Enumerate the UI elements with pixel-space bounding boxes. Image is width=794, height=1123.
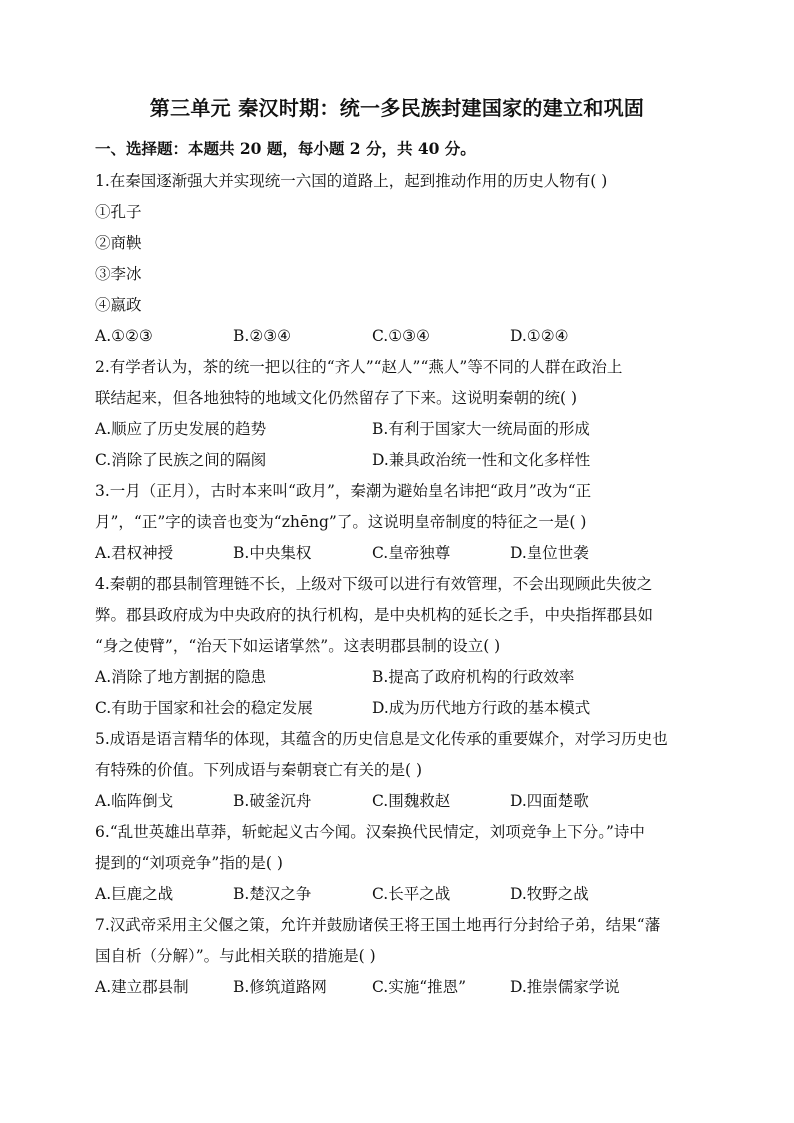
option-b[interactable]: B.有利于国家大一统局面的形成 [372, 420, 590, 438]
option-a[interactable]: A.君权神授 [95, 544, 174, 562]
question-6 [95, 817, 695, 910]
question-1 [95, 166, 695, 352]
question-1-stem: 1.在秦国逐渐强大并实现统一六国的道路上，起到推动作用的历史人物有( ) [95, 172, 608, 190]
question-list [95, 166, 695, 1003]
option-d[interactable]: D.推崇儒家学说 [510, 978, 620, 996]
option-c[interactable]: C.①③④ [372, 327, 430, 345]
option-a[interactable]: A.消除了地方割据的隐患 [95, 668, 267, 686]
question-6-options [95, 879, 695, 910]
question-1-item-3: ③李冰 [95, 265, 142, 283]
question-1-item-2: ②商鞅 [95, 234, 142, 252]
question-2-stem-line-2: 联结起来，但各地独特的地域文化仍然留存了下来。这说明秦朝的统( ) [95, 389, 578, 407]
option-c[interactable]: C.有助于国家和社会的稳定发展 [95, 699, 313, 717]
question-7 [95, 910, 695, 1003]
option-c[interactable]: C.围魏救赵 [372, 792, 451, 810]
option-b[interactable]: B.中央集权 [233, 544, 312, 562]
question-6-stem-line-2: 提到的“刘项竞争”指的是( ) [95, 854, 283, 872]
question-1-item-1: ①孔子 [95, 203, 142, 221]
option-d[interactable]: D.①②④ [510, 327, 569, 345]
option-a[interactable]: A.顺应了历史发展的趋势 [95, 420, 267, 438]
question-3-options [95, 538, 695, 569]
question-4-options-row-1 [95, 662, 695, 693]
question-4-stem-line-2: 弊。郡县政府成为中央政府的执行机构，是中央机构的延长之手，中央指挥郡县如 [95, 606, 654, 624]
question-4-stem-line-1: 4.秦朝的郡县制管理链不长，上级对下级可以进行有效管理，不会出现顾此失彼之 [95, 575, 653, 593]
option-c[interactable]: C.皇帝独尊 [372, 544, 451, 562]
option-c[interactable]: C.实施“推恩” [372, 978, 467, 996]
option-d[interactable]: D.牧野之战 [510, 885, 589, 903]
section-heading: 一、选择题：本题共 20 题，每小题 2 分，共 40 分。 [95, 139, 476, 158]
question-2 [95, 352, 695, 476]
option-a[interactable]: A.巨鹿之战 [95, 885, 174, 903]
question-2-options-row-1 [95, 414, 695, 445]
question-4 [95, 569, 695, 724]
option-d[interactable]: D.兼具政治统一性和文化多样性 [372, 451, 591, 469]
option-a[interactable]: A.临阵倒戈 [95, 792, 174, 810]
option-b[interactable]: B.提高了政府机构的行政效率 [372, 668, 575, 686]
question-7-options [95, 972, 695, 1003]
question-3 [95, 476, 695, 569]
option-a[interactable]: A.①②③ [95, 327, 153, 345]
question-1-options [95, 321, 695, 352]
option-b[interactable]: B.修筑道路网 [233, 978, 327, 996]
question-5-options [95, 786, 695, 817]
question-2-options-row-2 [95, 445, 695, 476]
question-3-stem-line-1: 3.一月（正月），古时本来叫“政月”，秦潮为避始皇名讳把“政月”改为“正 [95, 482, 592, 500]
option-b[interactable]: B.破釜沉舟 [233, 792, 312, 810]
question-4-stem-line-3: “身之使臂”，“治天下如运诸掌然”。这表明郡县制的设立( ) [95, 637, 501, 655]
question-6-stem-line-1: 6.“乱世英雄出草莽，斩蛇起义古今闻。汉秦换代民情定，刘项竞争上下分。”诗中 [95, 823, 645, 841]
option-a[interactable]: A.建立郡县制 [95, 978, 189, 996]
question-4-options-row-2 [95, 693, 695, 724]
option-b[interactable]: B.②③④ [233, 327, 292, 345]
option-c[interactable]: C.消除了民族之间的隔阂 [95, 451, 267, 469]
question-5-stem-line-2: 有特殊的价值。下列成语与秦朝衰亡有关的是( ) [95, 761, 423, 779]
question-5-stem-line-1: 5.成语是语言精华的体现，其蕴含的历史信息是文化传承的重要媒介，对学习历史也 [95, 730, 668, 748]
question-7-stem-line-2: 国自析（分解）”。与此相关联的措施是( ) [95, 947, 376, 965]
question-3-stem-line-2: 月”，“正”字的读音也变为“zhēng”了。这说明皇帝制度的特征之一是( ) [95, 513, 587, 531]
question-5 [95, 724, 695, 817]
page-title: 第三单元 秦汉时期：统一多民族封建国家的建立和巩固 [149, 96, 645, 120]
question-1-item-4: ④嬴政 [95, 296, 142, 314]
question-7-stem-line-1: 7.汉武帝采用主父偃之策，允许并鼓励诸侯王将王国土地再行分封给子弟，结果“藩 [95, 916, 661, 934]
option-d[interactable]: D.四面楚歌 [510, 792, 589, 810]
option-d[interactable]: D.成为历代地方行政的基本模式 [372, 699, 591, 717]
option-b[interactable]: B.楚汉之争 [233, 885, 312, 903]
option-c[interactable]: C.长平之战 [372, 885, 451, 903]
question-2-stem-line-1: 2.有学者认为，茶的统一把以往的“齐人”“赵人”“燕人”等不同的人群在政治上 [95, 358, 623, 376]
option-d[interactable]: D.皇位世袭 [510, 544, 589, 562]
